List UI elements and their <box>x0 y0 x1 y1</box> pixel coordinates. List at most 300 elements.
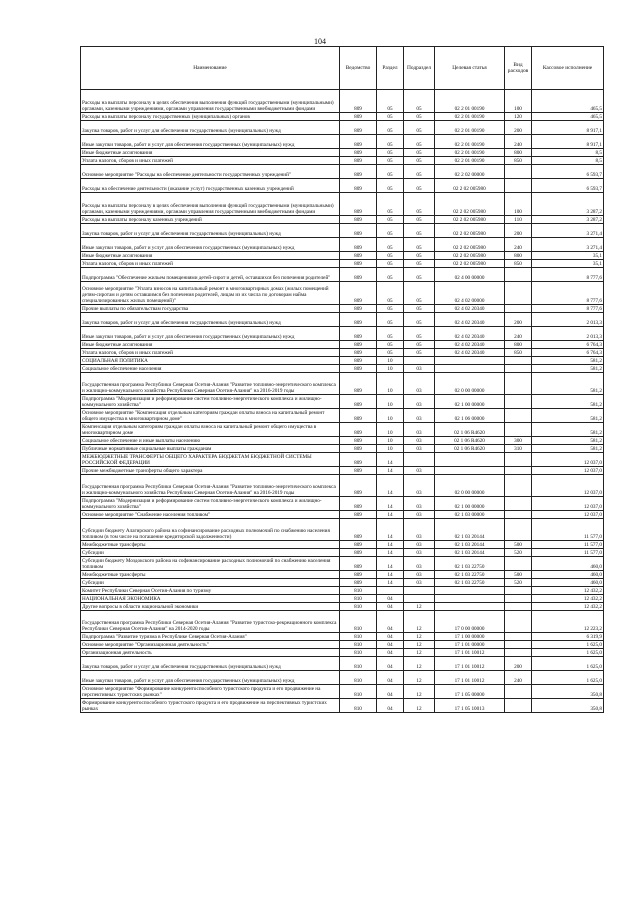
table-row <box>81 252 604 260</box>
cell-podrazdel: 05 <box>404 193 435 216</box>
cell-target-article: 02 1 06 R4620 <box>435 437 505 445</box>
cell-cash-execution: 581,2 <box>532 395 604 409</box>
cell-podrazdel: 05 <box>404 165 435 179</box>
cell-target-article: 17 1 01 10012 <box>435 671 505 685</box>
cell-name: Основное мероприятие "Снабжение населения топливом" <box>81 511 340 519</box>
cell-target-article <box>435 467 505 475</box>
cell-cash-execution: 12 432,2 <box>532 587 604 595</box>
cell-vedomstvo: 809 <box>340 423 377 437</box>
table-row <box>81 657 604 671</box>
cell-vedomstvo: 809 <box>340 467 377 475</box>
cell-cash-execution: 465,5 <box>532 113 604 121</box>
cell-podrazdel: 12 <box>404 633 435 641</box>
cell-razdel: 14 <box>377 519 404 541</box>
cell-podrazdel: 12 <box>404 611 435 633</box>
cell-razdel: 04 <box>377 611 404 633</box>
cell-razdel: 14 <box>377 557 404 571</box>
cell-cash-execution: 8 777,6 <box>532 305 604 313</box>
cell-vedomstvo: 809 <box>340 238 377 252</box>
cell-vedomstvo: 809 <box>340 252 377 260</box>
cell-podrazdel: 03 <box>404 467 435 475</box>
cell-vedomstvo: 809 <box>340 135 377 149</box>
cell-vedomstvo: 810 <box>340 633 377 641</box>
cell-podrazdel: 03 <box>404 497 435 511</box>
cell-target-article: 17 1 01 10012 <box>435 649 505 657</box>
table-row <box>81 699 604 713</box>
cell-expense-type: 300 <box>505 437 532 445</box>
cell-name: Закупка товаров, работ и услуг для обеспечения государственных (муниципальных) нужд <box>81 224 340 238</box>
page-number: 104 <box>314 37 326 46</box>
cell-target-article: 02 2 01 00190 <box>435 157 505 165</box>
cell-vedomstvo: 809 <box>340 260 377 268</box>
cell-target-article: 02 1 03 22750 <box>435 579 505 587</box>
table-row <box>81 327 604 341</box>
cell-cash-execution: 11 577,0 <box>532 541 604 549</box>
cell-podrazdel: 05 <box>404 216 435 224</box>
cell-vedomstvo: 810 <box>340 603 377 611</box>
cell-expense-type: 200 <box>505 657 532 671</box>
cell-cash-execution: 12 037,0 <box>532 497 604 511</box>
cell-razdel: 14 <box>377 467 404 475</box>
cell-razdel: 04 <box>377 595 404 603</box>
cell-name: Основное мероприятие "Организационная деятельность" <box>81 641 340 649</box>
table-row <box>81 641 604 649</box>
cell-expense-type <box>505 649 532 657</box>
cell-expense-type: 200 <box>505 224 532 238</box>
cell-name: Компенсация отдельным категориям граждан оплаты взноса на капитальный ремонт общего имущества в многоквартирном доме <box>81 423 340 437</box>
cell-expense-type <box>505 453 532 467</box>
cell-expense-type <box>505 557 532 571</box>
cell-expense-type <box>505 519 532 541</box>
cell-podrazdel: 12 <box>404 685 435 699</box>
cell-vedomstvo: 810 <box>340 641 377 649</box>
cell-target-article: 02 1 00 00000 <box>435 395 505 409</box>
table-row <box>81 595 604 603</box>
cell-name: МЕЖБЮДЖЕТНЫЕ ТРАНСФЕРТЫ ОБЩЕГО ХАРАКТЕРА БЮДЖЕТАМ БЮДЖЕТНОЙ СИСТЕМЫ РОССИЙСКОЙ ФЕДЕРАЦИИ <box>81 453 340 467</box>
cell-cash-execution: 12 223,2 <box>532 611 604 633</box>
cell-podrazdel: 03 <box>404 423 435 437</box>
cell-target-article <box>435 453 505 467</box>
cell-podrazdel <box>404 357 435 365</box>
cell-razdel: 10 <box>377 437 404 445</box>
cell-vedomstvo: 809 <box>340 409 377 423</box>
cell-target-article: 02 4 02 00000 <box>435 282 505 305</box>
cell-vedomstvo: 809 <box>340 571 377 579</box>
cell-target-article: 02 1 00 00000 <box>435 497 505 511</box>
cell-target-article: 02 4 02 20340 <box>435 313 505 327</box>
table-row <box>81 165 604 179</box>
cell-podrazdel: 12 <box>404 657 435 671</box>
cell-cash-execution: 35,1 <box>532 260 604 268</box>
cell-cash-execution: 8,5 <box>532 149 604 157</box>
cell-podrazdel: 05 <box>404 268 435 282</box>
cell-name: Иные закупки товаров, работ и услуг для обеспечения государственных (муниципальных) нужд <box>81 671 340 685</box>
cell-target-article: 17 1 05 10013 <box>435 699 505 713</box>
cell-razdel: 10 <box>377 445 404 453</box>
cell-podrazdel: 05 <box>404 113 435 121</box>
cell-vedomstvo: 809 <box>340 579 377 587</box>
cell-razdel: 04 <box>377 633 404 641</box>
table-row <box>81 216 604 224</box>
cell-target-article: 02 2 02 005980 <box>435 260 505 268</box>
cell-podrazdel: 05 <box>404 282 435 305</box>
cell-name: Социальное обеспечение населения <box>81 365 340 373</box>
cell-expense-type: 500 <box>505 571 532 579</box>
table-row <box>81 135 604 149</box>
cell-cash-execution: 581,2 <box>532 373 604 395</box>
cell-name: Государственная программа Республики Северная Осетия-Алания "Развитие топливно-энергетического комплекса и жилищно-коммунального хозяйства Республики Северная Осетия-Алания" на 2016-2019 годы <box>81 475 340 497</box>
cell-vedomstvo: 809 <box>340 541 377 549</box>
cell-expense-type <box>505 587 532 595</box>
cell-razdel: 04 <box>377 641 404 649</box>
cell-expense-type <box>505 685 532 699</box>
table-row <box>81 571 604 579</box>
cell-target-article: 17 0 00 00000 <box>435 611 505 633</box>
table-row <box>81 603 604 611</box>
cell-name: Уплата налогов, сборов и иных платежей <box>81 349 340 357</box>
cell-expense-type <box>505 641 532 649</box>
cell-expense-type: 800 <box>505 252 532 260</box>
cell-podrazdel: 03 <box>404 519 435 541</box>
cell-name: Уплата налогов, сборов и иных платежей <box>81 157 340 165</box>
cell-expense-type: 850 <box>505 157 532 165</box>
cell-razdel: 14 <box>377 453 404 467</box>
header-name: Наименование <box>81 47 340 90</box>
header-expense-type: Вид расходов <box>505 47 532 90</box>
cell-target-article: 02 2 02 00000 <box>435 165 505 179</box>
cell-name: Расходы на выплаты персоналу в целях обеспечения выполнения функций государственными (муниципальными) органами, казенными учреждениями, органами управления государственными внебюджетными фондами <box>81 90 340 113</box>
cell-name: Закупка товаров, работ и услуг для обеспечения государственных (муниципальных) нужд <box>81 657 340 671</box>
cell-expense-type <box>505 497 532 511</box>
cell-target-article: 02 1 06 R4620 <box>435 423 505 437</box>
cell-target-article: 02 1 03 22750 <box>435 571 505 579</box>
cell-razdel: 14 <box>377 549 404 557</box>
cell-name: Основное мероприятие "Расходы на обеспечение деятельности государственных учреждений" <box>81 165 340 179</box>
cell-target-article: 02 2 02 005980 <box>435 252 505 260</box>
cell-name: Закупка товаров, работ и услуг для обеспечения государственных (муниципальных) нужд <box>81 313 340 327</box>
cell-target-article: 02 2 01 00190 <box>435 135 505 149</box>
table-row <box>81 357 604 365</box>
table-row <box>81 633 604 641</box>
cell-vedomstvo: 809 <box>340 121 377 135</box>
cell-cash-execution: 12 037,0 <box>532 475 604 497</box>
cell-vedomstvo: 810 <box>340 587 377 595</box>
cell-cash-execution: 6 593,7 <box>532 179 604 193</box>
cell-podrazdel: 12 <box>404 699 435 713</box>
cell-expense-type: 240 <box>505 135 532 149</box>
cell-podrazdel: 03 <box>404 571 435 579</box>
cell-name: Подпрограмма "Модернизация и реформирование систем топливно-энергетического комплекса и жилищно-коммунального хозяйства" <box>81 395 340 409</box>
cell-target-article: 02 1 03 00000 <box>435 511 505 519</box>
cell-razdel: 04 <box>377 699 404 713</box>
cell-vedomstvo: 809 <box>340 313 377 327</box>
cell-vedomstvo: 809 <box>340 268 377 282</box>
cell-podrazdel: 03 <box>404 549 435 557</box>
cell-razdel: 14 <box>377 579 404 587</box>
cell-cash-execution: 12 432,2 <box>532 595 604 603</box>
cell-expense-type: 520 <box>505 579 532 587</box>
cell-expense-type <box>505 165 532 179</box>
cell-cash-execution: 460,0 <box>532 557 604 571</box>
cell-name: Подпрограмма "Модернизация и реформирование систем топливно-энергетического комплекса и жилищно-коммунального хозяйства" <box>81 497 340 511</box>
cell-name: Государственная программа Республики Северная Осетия-Алания "Развитие топливно-энергетического комплекса и жилищно-коммунального хозяйства Республики Северная Осетия-Алания" на 2016-2019 годы <box>81 373 340 395</box>
table-row <box>81 113 604 121</box>
cell-cash-execution: 2 013,3 <box>532 327 604 341</box>
cell-razdel: 04 <box>377 657 404 671</box>
cell-expense-type <box>505 179 532 193</box>
table-row <box>81 445 604 453</box>
table-row <box>81 349 604 357</box>
cell-target-article: 02 2 02 005980 <box>435 224 505 238</box>
cell-cash-execution: 8 777,6 <box>532 282 604 305</box>
cell-podrazdel <box>404 453 435 467</box>
cell-vedomstvo: 809 <box>340 216 377 224</box>
cell-podrazdel: 03 <box>404 395 435 409</box>
cell-vedomstvo: 809 <box>340 90 377 113</box>
cell-name: Расходы на выплаты персоналу государственных (муниципальных) органов <box>81 113 340 121</box>
cell-expense-type <box>505 633 532 641</box>
cell-podrazdel: 05 <box>404 305 435 313</box>
table-row <box>81 341 604 349</box>
cell-podrazdel: 03 <box>404 365 435 373</box>
cell-name: Субсидии <box>81 549 340 557</box>
cell-podrazdel: 03 <box>404 373 435 395</box>
cell-target-article: 02 1 06 R4620 <box>435 445 505 453</box>
table-row <box>81 685 604 699</box>
cell-vedomstvo: 809 <box>340 437 377 445</box>
cell-podrazdel: 05 <box>404 341 435 349</box>
table-row <box>81 549 604 557</box>
cell-expense-type: 850 <box>505 349 532 357</box>
cell-vedomstvo: 809 <box>340 224 377 238</box>
cell-expense-type <box>505 395 532 409</box>
table-row <box>81 409 604 423</box>
cell-podrazdel: 03 <box>404 579 435 587</box>
cell-cash-execution: 581,2 <box>532 445 604 453</box>
cell-target-article: 02 2 02 005980 <box>435 216 505 224</box>
cell-razdel: 10 <box>377 357 404 365</box>
cell-name: Уплата налогов, сборов и иных платежей <box>81 260 340 268</box>
cell-name: Государственная программа Республики Северная Осетия-Алания "Развитие туристско-рекреационного комплекса Республики Северная Осетия-Алания" на 2014-2020 годы <box>81 611 340 633</box>
cell-target-article: 02 4 02 20340 <box>435 305 505 313</box>
cell-cash-execution: 3 287,2 <box>532 193 604 216</box>
cell-razdel: 05 <box>377 149 404 157</box>
cell-vedomstvo: 809 <box>340 519 377 541</box>
cell-name: Субсидии <box>81 579 340 587</box>
cell-name: Иные бюджетные ассигнования <box>81 341 340 349</box>
cell-podrazdel: 05 <box>404 135 435 149</box>
cell-target-article <box>435 365 505 373</box>
table-row <box>81 671 604 685</box>
cell-razdel: 05 <box>377 260 404 268</box>
cell-razdel: 10 <box>377 409 404 423</box>
table-row <box>81 475 604 497</box>
cell-razdel: 05 <box>377 135 404 149</box>
cell-cash-execution: 350,8 <box>532 699 604 713</box>
cell-target-article <box>435 587 505 595</box>
cell-vedomstvo: 809 <box>340 373 377 395</box>
cell-name: Другие вопросы в области национальной экономики <box>81 603 340 611</box>
table-row <box>81 511 604 519</box>
cell-expense-type: 520 <box>505 549 532 557</box>
cell-podrazdel: 05 <box>404 90 435 113</box>
cell-cash-execution: 1 625,0 <box>532 641 604 649</box>
cell-name: Субсидии бюджету Моздокского района на софинансирование расходных полномочий по снабжению населения топливом <box>81 557 340 571</box>
cell-podrazdel: 05 <box>404 238 435 252</box>
cell-name: Закупка товаров, работ и услуг для обеспечения государственных (муниципальных) нужд <box>81 121 340 135</box>
cell-podrazdel: 03 <box>404 541 435 549</box>
cell-podrazdel: 05 <box>404 224 435 238</box>
cell-cash-execution: 581,2 <box>532 423 604 437</box>
cell-vedomstvo: 809 <box>340 149 377 157</box>
cell-vedomstvo: 809 <box>340 453 377 467</box>
cell-cash-execution: 1 625,0 <box>532 671 604 685</box>
cell-target-article: 02 2 01 00190 <box>435 113 505 121</box>
cell-target-article: 02 2 01 00190 <box>435 121 505 135</box>
cell-name: Межбюджетные трансферты <box>81 571 340 579</box>
cell-podrazdel: 05 <box>404 313 435 327</box>
cell-razdel: 05 <box>377 268 404 282</box>
cell-cash-execution: 350,8 <box>532 685 604 699</box>
cell-target-article: 02 2 01 00190 <box>435 149 505 157</box>
cell-target-article: 02 4 02 20340 <box>435 327 505 341</box>
cell-vedomstvo: 809 <box>340 395 377 409</box>
cell-name: Иные бюджетные ассигнования <box>81 149 340 157</box>
cell-podrazdel <box>404 587 435 595</box>
cell-target-article: 02 4 00 00000 <box>435 268 505 282</box>
cell-cash-execution: 12 037,0 <box>532 467 604 475</box>
cell-vedomstvo: 809 <box>340 193 377 216</box>
cell-cash-execution: 11 577,0 <box>532 519 604 541</box>
cell-vedomstvo: 809 <box>340 497 377 511</box>
table-row <box>81 467 604 475</box>
cell-razdel: 05 <box>377 90 404 113</box>
cell-vedomstvo: 810 <box>340 611 377 633</box>
cell-vedomstvo: 809 <box>340 327 377 341</box>
cell-razdel: 05 <box>377 327 404 341</box>
cell-podrazdel: 12 <box>404 641 435 649</box>
cell-cash-execution: 12 037,0 <box>532 511 604 519</box>
cell-target-article: 17 1 05 00000 <box>435 685 505 699</box>
cell-expense-type <box>505 357 532 365</box>
cell-vedomstvo: 809 <box>340 445 377 453</box>
cell-target-article: 02 2 02 005980 <box>435 238 505 252</box>
cell-cash-execution: 581,2 <box>532 409 604 423</box>
cell-cash-execution: 3 271,4 <box>532 238 604 252</box>
cell-cash-execution: 6 319,9 <box>532 633 604 641</box>
cell-target-article: 17 1 01 10012 <box>435 657 505 671</box>
cell-cash-execution: 581,2 <box>532 437 604 445</box>
cell-vedomstvo: 809 <box>340 349 377 357</box>
cell-razdel: 04 <box>377 649 404 657</box>
cell-razdel: 04 <box>377 671 404 685</box>
table-row <box>81 395 604 409</box>
cell-razdel: 14 <box>377 541 404 549</box>
cell-target-article: 02 0 00 00000 <box>435 475 505 497</box>
header-cash-execution: Кассовое исполнение <box>532 47 604 90</box>
cell-target-article <box>435 357 505 365</box>
cell-expense-type <box>505 603 532 611</box>
cell-target-article: 02 2 02 005980 <box>435 193 505 216</box>
cell-expense-type: 850 <box>505 260 532 268</box>
table-row <box>81 541 604 549</box>
cell-target-article: 02 2 02 005980 <box>435 179 505 193</box>
cell-cash-execution: 3 271,4 <box>532 224 604 238</box>
table-row <box>81 179 604 193</box>
cell-name: Иные закупки товаров, работ и услуг для обеспечения государственных (муниципальных) нужд <box>81 238 340 252</box>
cell-cash-execution: 8 917,1 <box>532 135 604 149</box>
cell-cash-execution: 11 577,0 <box>532 549 604 557</box>
cell-name: Комитет Республики Северная Осетия-Алания по туризму <box>81 587 340 595</box>
cell-cash-execution: 581,2 <box>532 357 604 365</box>
table-row <box>81 365 604 373</box>
cell-expense-type: 500 <box>505 541 532 549</box>
cell-expense-type <box>505 365 532 373</box>
cell-podrazdel: 05 <box>404 121 435 135</box>
cell-name: Социальное обеспечение и иные выплаты населению <box>81 437 340 445</box>
cell-razdel: 05 <box>377 224 404 238</box>
cell-razdel: 05 <box>377 252 404 260</box>
cell-razdel: 05 <box>377 193 404 216</box>
cell-cash-execution: 12 432,2 <box>532 603 604 611</box>
cell-name: Формирование конкурентоспособного туристского продукта и его продвижение на перспективных туристских рынках <box>81 699 340 713</box>
cell-vedomstvo: 810 <box>340 657 377 671</box>
cell-podrazdel: 03 <box>404 437 435 445</box>
cell-target-article: 02 1 03 22750 <box>435 557 505 571</box>
cell-podrazdel: 03 <box>404 511 435 519</box>
cell-podrazdel: 12 <box>404 603 435 611</box>
cell-name: Публичные нормативные социальные выплаты гражданам <box>81 445 340 453</box>
cell-razdel <box>377 587 404 595</box>
header-podrazdel: Подраздел <box>404 47 435 90</box>
header-target-article: Целевая статья <box>435 47 505 90</box>
cell-razdel: 14 <box>377 475 404 497</box>
cell-podrazdel: 05 <box>404 149 435 157</box>
cell-razdel: 05 <box>377 165 404 179</box>
cell-podrazdel: 03 <box>404 475 435 497</box>
cell-expense-type <box>505 467 532 475</box>
cell-razdel: 04 <box>377 685 404 699</box>
cell-expense-type <box>505 409 532 423</box>
cell-cash-execution: 1 625,0 <box>532 657 604 671</box>
table-row <box>81 224 604 238</box>
cell-razdel: 05 <box>377 157 404 165</box>
cell-vedomstvo: 810 <box>340 671 377 685</box>
cell-cash-execution: 35,1 <box>532 252 604 260</box>
cell-razdel: 05 <box>377 113 404 121</box>
cell-name: Расходы на обеспечение деятельности (оказание услуг) государственных казенных учреждений <box>81 179 340 193</box>
cell-expense-type: 310 <box>505 445 532 453</box>
cell-name: Организационная деятельность <box>81 649 340 657</box>
cell-razdel: 14 <box>377 511 404 519</box>
cell-expense-type <box>505 423 532 437</box>
cell-expense-type: 100 <box>505 193 532 216</box>
cell-cash-execution: 3 287,2 <box>532 216 604 224</box>
cell-target-article: 02 4 02 20340 <box>435 341 505 349</box>
table-row <box>81 260 604 268</box>
cell-expense-type <box>505 268 532 282</box>
cell-target-article: 02 1 03 20144 <box>435 519 505 541</box>
cell-name: Расходы на выплаты персоналу в целях обеспечения выполнения функций государственными (муниципальными) органами, казенными учреждениями, органами управления государственными внебюджетными фондами <box>81 193 340 216</box>
cell-name: Иные бюджетные ассигнования <box>81 252 340 260</box>
cell-target-article: 02 1 03 20144 <box>435 541 505 549</box>
table-row <box>81 423 604 437</box>
cell-cash-execution: 6 764,3 <box>532 349 604 357</box>
cell-razdel: 10 <box>377 373 404 395</box>
cell-razdel: 14 <box>377 571 404 579</box>
cell-vedomstvo: 809 <box>340 511 377 519</box>
cell-name: Основное мероприятие "Формирование конкурентоспособного туристского продукта и его продвижение на перспективных туристских рынках" <box>81 685 340 699</box>
